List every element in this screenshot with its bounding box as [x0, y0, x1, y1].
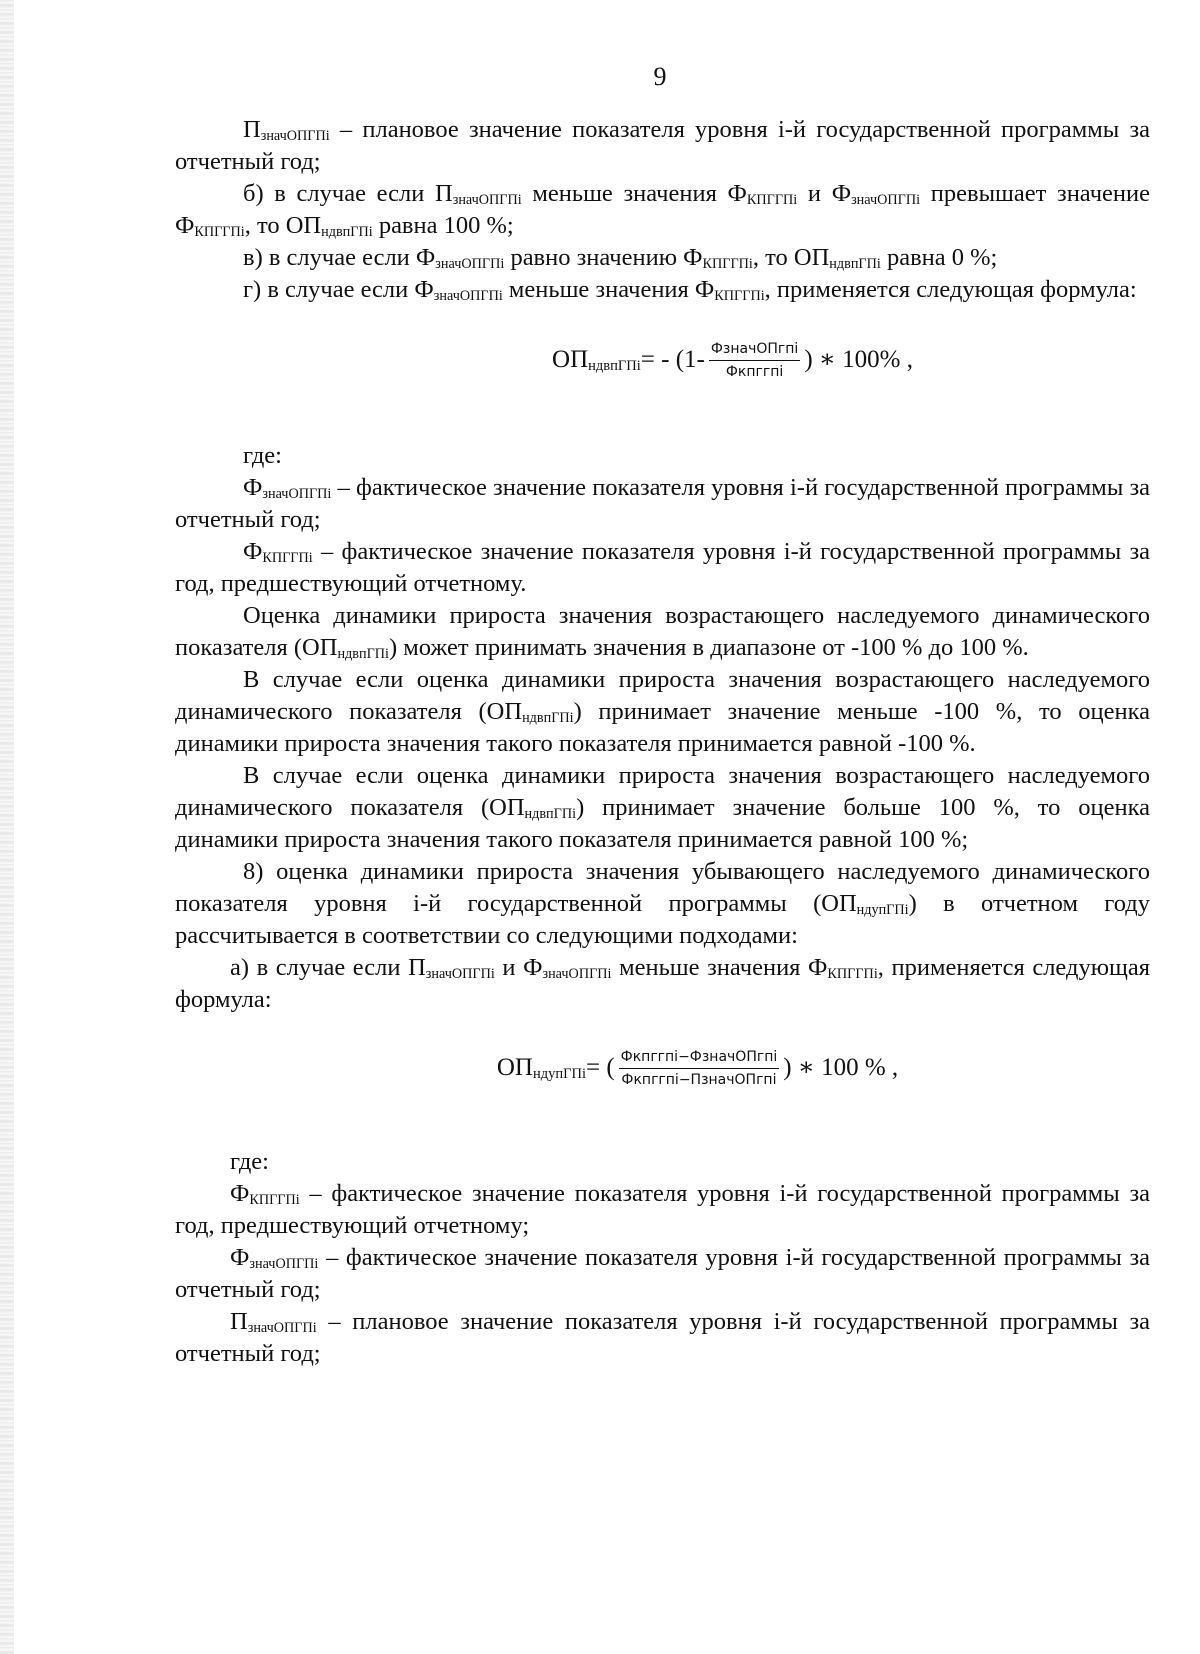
paragraph-case-a: а) в случае если $П_{значОПГПi}$ и $Ф_{значОПГПi}$ меньше значения $Ф_{КПГГПi}$, применяется следующая формула:	[175, 954, 1151, 1013]
fraction-denominator: Фкпггпi−ПзначОПгпi	[621, 1071, 777, 1088]
paragraph-range: Оценка динамики прироста значения возрастающего наследуемого динамического показателя $(ОП_{ндвпГПi})$ может принимать значения в диапазоне от -100 % до 100 %.	[175, 602, 1150, 663]
where-label: где:	[243, 442, 282, 469]
formula-operator: = (	[585, 1054, 615, 1081]
formula-lhs: $ОП_{ндупГПi}$	[496, 1054, 586, 1083]
fraction-numerator: ФзначОПгпi	[709, 340, 800, 361]
formula-operator: = - (1-	[640, 346, 705, 373]
formula-fraction	[709, 340, 800, 381]
paragraph-previous-fact-definition: $Ф_{КПГГПi}$ – фактическое значение показателя уровня i-й государственной программы за год, предшествующий отчетному.	[175, 538, 1150, 597]
fraction-denominator: Фкпггпi	[725, 363, 784, 380]
fraction-numerator: Фкпггпi−ФзначОПгпi	[619, 1048, 780, 1069]
formula-tail: ) ∗ 100 % ,	[783, 1054, 899, 1081]
paragraph-lower-bound: В случае если оценка динамики прироста значения возрастающего наследуемого динамического показателя $(ОП_{ндвпГПi})$ принимает значение меньше -100 %, то оценка динамики прироста значения такого показателя принимается равной -100 %.	[175, 666, 1150, 757]
formula-increasing-growth	[175, 312, 1150, 408]
paragraph-item-8: 8) оценка динамики прироста значения убывающего наследуемого динамического показателя уровня i-й государственной программы $(ОП_{ндупГПi})$ в отчетном году рассчитывается в соответствии со следующими подходами:	[175, 858, 1150, 949]
where-label: где:	[230, 1148, 269, 1175]
paragraph-case-b: б) в случае если $П_{значОПГПi}$ меньше значения $Ф_{КПГГПi}$ и $Ф_{значОПГПi}$ превышает значение $Ф_{КПГГПi}$, то $ОП_{ндвпГПi}$ равна 100 %;	[175, 180, 1150, 241]
paragraph-upper-bound: В случае если оценка динамики прироста значения возрастающего наследуемого динамического показателя $(ОП_{ндвпГПi})$ принимает значение больше 100 %, то оценка динамики прироста значения такого показателя принимается равной 100 %;	[175, 762, 1151, 853]
formula-lhs: $ОП_{ндвпГПi}$	[552, 346, 641, 375]
formula-fraction	[619, 1048, 780, 1089]
formula-tail: ) ∗ 100% ,	[804, 346, 913, 373]
document-body	[175, 114, 1150, 1370]
paragraph-fact-value-definition: $Ф_{значОПГПi}$ – фактическое значение показателя уровня i-й государственной программы за отчетный год;	[175, 474, 1150, 533]
scan-edge-artifact	[0, 0, 14, 1654]
paragraph-case-g: г) в случае если $Ф_{значОПГПi}$ меньше значения $Ф_{КПГГПi}$, применяется следующая формула:	[243, 276, 1137, 305]
formula-decreasing-growth	[175, 1020, 1150, 1116]
paragraph-plan-value-definition: $П_{значОПГПi}$ – плановое значение показателя уровня i-й государственной программы за отчетный год;	[175, 116, 1150, 175]
paragraph-plan-value-definition: $П_{значОПГПi}$ – плановое значение показателя уровня i-й государственной программы за отчетный год;	[175, 1308, 1150, 1367]
page-number: 9	[653, 62, 667, 91]
paragraph-fact-value-definition: $Ф_{значОПГПi}$ – фактическое значение показателя уровня i-й государственной программы за отчетный год;	[175, 1244, 1150, 1303]
paragraph-case-v: в) в случае если $Ф_{значОПГПi}$ равно значению $Ф_{КПГГПi}$, то $ОП_{ндвпГПi}$ равна 0 %;	[243, 244, 998, 273]
paragraph-previous-fact-definition: $Ф_{КПГГПi}$ – фактическое значение показателя уровня i-й государственной программы за год, предшествующий отчетному;	[175, 1180, 1150, 1239]
